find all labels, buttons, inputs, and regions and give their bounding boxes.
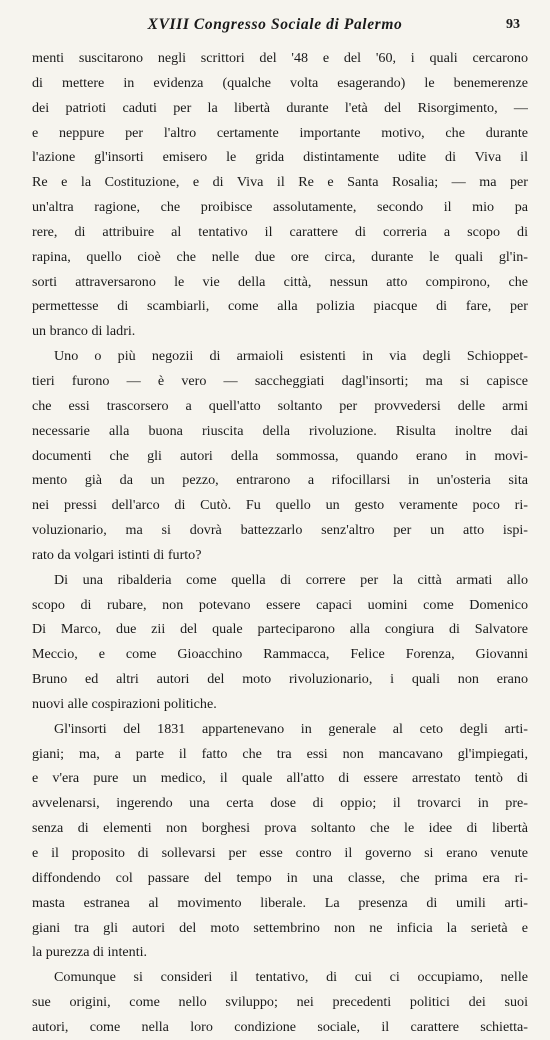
- text-line: giani; ma, a parte il fatto che tra essi non mancavano gl'impiegati,: [32, 745, 528, 762]
- running-title: XVIII Congresso Sociale di Palermo: [147, 16, 403, 33]
- text-line: nuovi alle cospirazioni politiche.: [32, 695, 217, 712]
- text-line: Di una ribalderia come quella di correre per la città armati allo: [54, 571, 528, 588]
- text-line: masta estranea al movimento liberale. La presenza di umili arti-: [32, 894, 528, 911]
- text-line: Comunque si consideri il tentativo, di cui ci occupiamo, nelle: [54, 969, 528, 986]
- text-line: necessarie alla buona riuscita della rivoluzione. Risulta inoltre dai: [32, 422, 528, 439]
- text-line: di mettere in evidenza (qualche volta esagerando) le benemerenze: [32, 74, 528, 91]
- text-line: Di Marco, due zii del quale parteciparono alla congiura di Salvatore: [32, 621, 528, 638]
- text-line: menti suscitarono negli scrittori del '48 e del '60, i quali cercarono: [32, 50, 528, 66]
- text-line: dei patrioti caduti per la libertà durante l'età del Risorgimento, —: [32, 99, 528, 116]
- text-line: la purezza di intenti.: [32, 944, 148, 961]
- text-line: Meccio, e come Gioacchino Rammacca, Felice Forenza, Giovanni: [32, 646, 528, 663]
- text-line: sue origini, come nello sviluppo; nei precedenti politici dei suoi: [32, 994, 528, 1011]
- text-line: e il proposito di sollevarsi per esse contro il governo si erano venute: [32, 845, 528, 861]
- text-line: e v'era pure un medico, il quale all'atto di essere arrestato tentò di: [32, 770, 528, 787]
- text-line: Gl'insorti del 1831 appartenevano in generale al ceto degli arti-: [54, 720, 528, 737]
- text-line: autori, come nella loro condizione sociale, il carattere schietta-: [32, 1018, 528, 1035]
- page-header: [0, 12, 550, 38]
- text-line: l'azione gl'insorti emisero le grida distintamente udite di Viva il: [32, 149, 528, 166]
- text-line: un'altra ragione, che proibisce assolutamente, secondo il mio pa: [32, 199, 528, 216]
- text-line: giani tra gli autori del moto settembrino non ne inficia la serietà e: [32, 919, 528, 936]
- body-text: [32, 46, 528, 1040]
- text-line: voluzionario, ma si dovrà battezzarlo senz'altro per un atto ispi-: [32, 522, 528, 539]
- text-line: rere, di attribuire al tentativo il carattere di correria a scopo di: [32, 223, 528, 240]
- text-line: scopo di rubare, non potevano essere capaci uomini come Domenico: [32, 596, 528, 613]
- text-line: senza di elementi non borghesi prova soltanto che le idee di libertà: [32, 820, 528, 837]
- text-line: Bruno ed altri autori del moto rivoluzionario, i quali non erano: [32, 671, 528, 688]
- page-number: 93: [506, 17, 520, 32]
- text-line: documenti che gli autori della sommossa, quando erano in movi-: [32, 447, 528, 464]
- text-line: rato da volgari istinti di furto?: [32, 546, 202, 563]
- text-line: permettesse di scambiarli, come alla polizia piacque di fare, per: [32, 298, 528, 315]
- text-line: avvelenarsi, ingerendo una certa dose di oppio; il trovarci in pre-: [32, 795, 528, 812]
- text-line: rapina, quello cioè che nelle due ore circa, durante le quali gl'in-: [32, 248, 528, 265]
- text-line: nei pressi dell'arco di Cutò. Fu quello un gesto veramente poco ri-: [32, 497, 528, 514]
- text-line: tieri furono — è vero — saccheggiati dagl'insorti; ma si capisce: [32, 372, 528, 389]
- text-line: e neppure per l'altro certamente importante motivo, che durante: [32, 124, 528, 141]
- text-line: che essi trascorsero a quell'atto soltanto per provvedersi delle armi: [32, 397, 528, 414]
- text-line: Uno o più negozii di armaioli esistenti in via degli Schioppet-: [54, 348, 528, 365]
- text-line: mento già da un pezzo, entrarono a rifocillarsi in un'osteria sita: [32, 472, 528, 489]
- text-line: sorti attraversarono le vie della città, nessun atto compirono, che: [32, 273, 528, 290]
- text-line: diffondendo col passare del tempo in una classe, che prima era ri-: [32, 869, 528, 886]
- text-line: un branco di ladri.: [32, 323, 136, 340]
- text-line: Re e la Costituzione, e di Viva il Re e Santa Rosalia; — ma per: [32, 174, 528, 191]
